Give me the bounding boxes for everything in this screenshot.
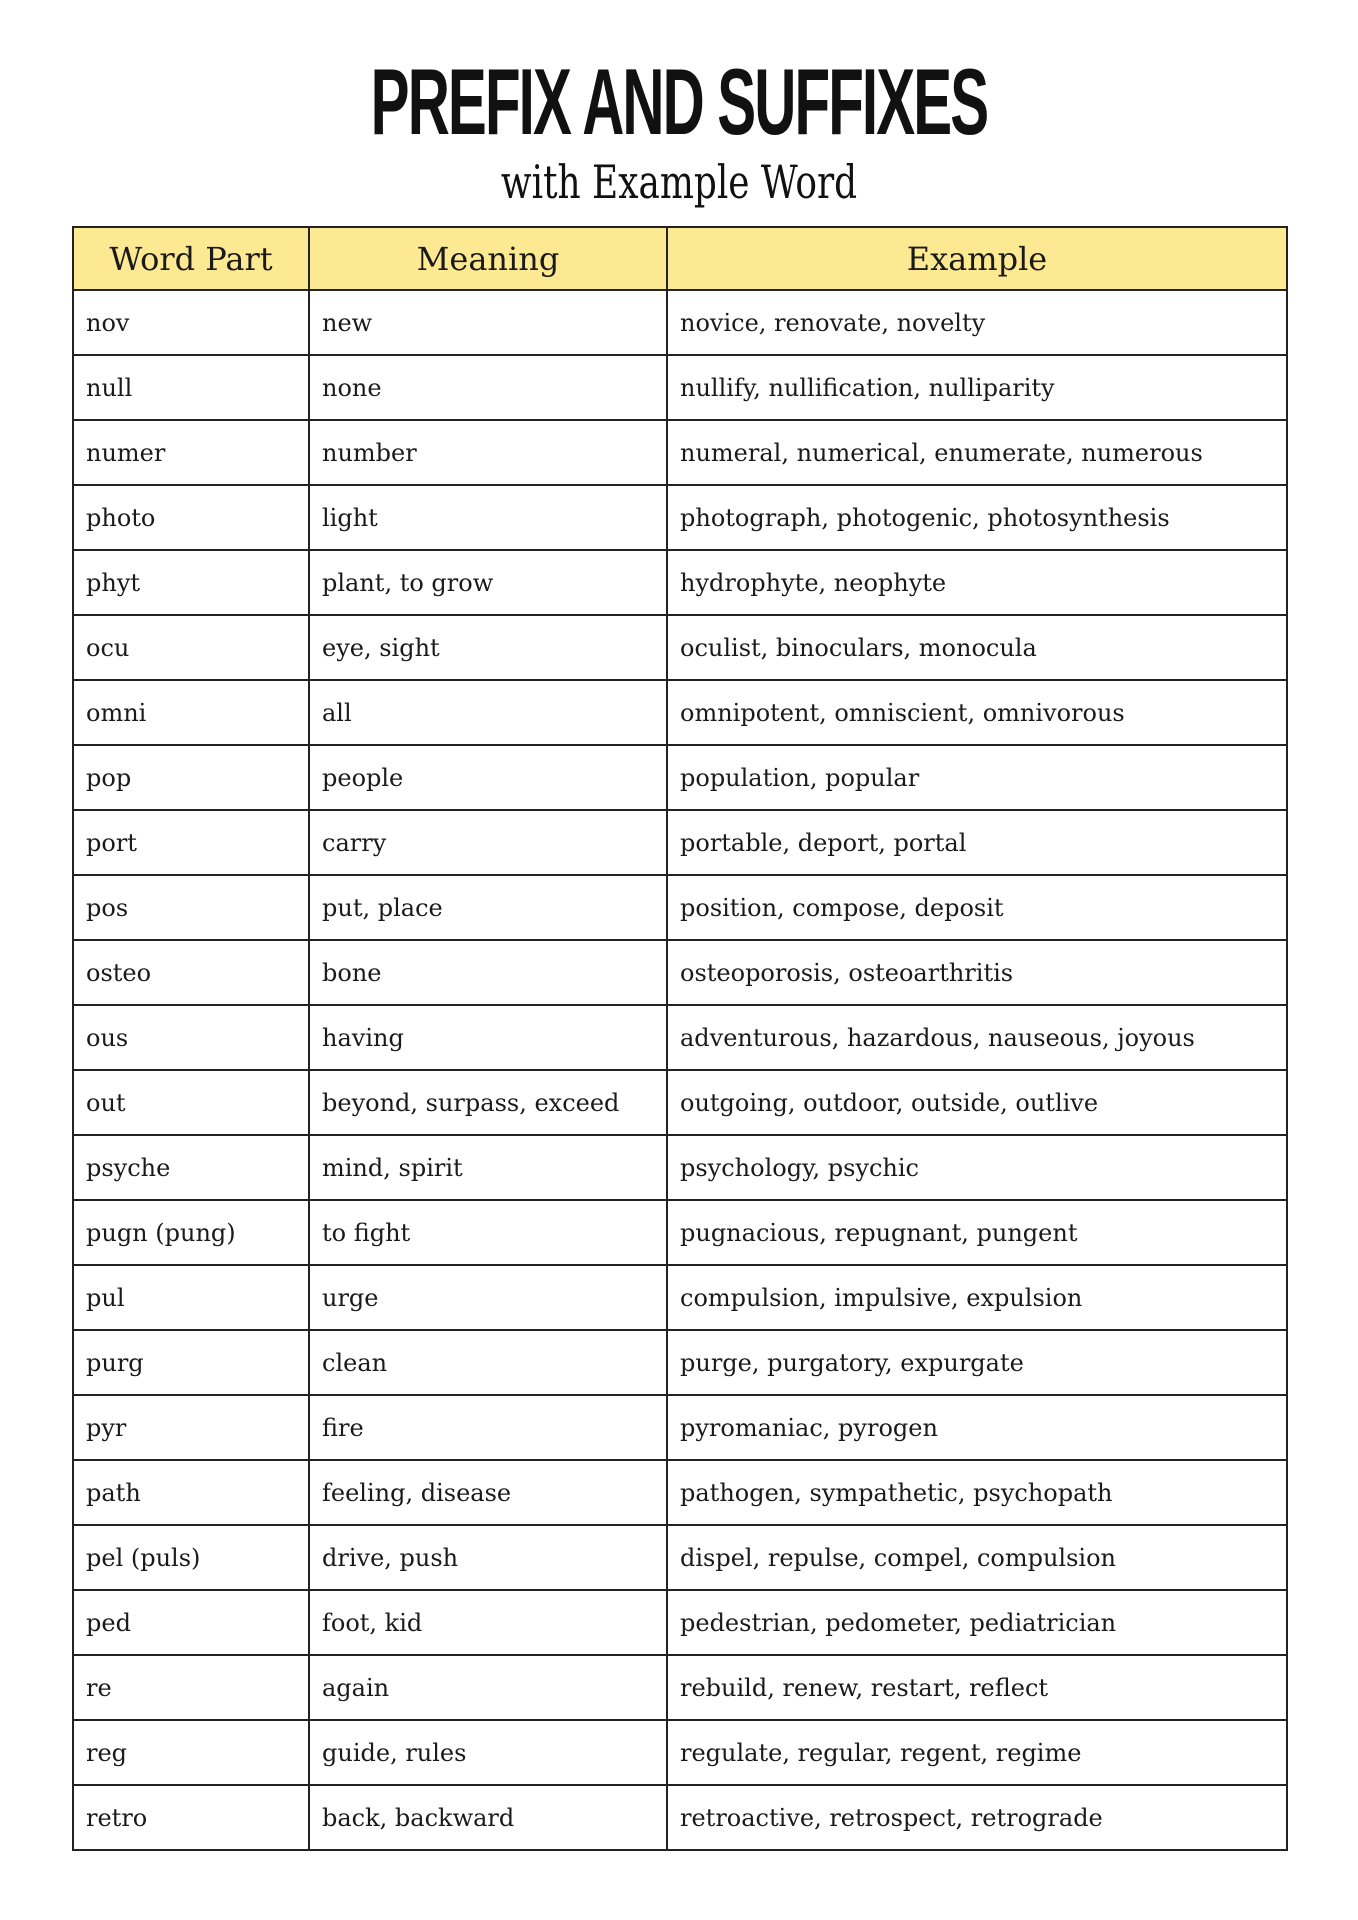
cell-example: oculist, binoculars, monocula xyxy=(667,615,1287,680)
cell-word-part: pyr xyxy=(73,1395,309,1460)
cell-example: adventurous, hazardous, nauseous, joyous xyxy=(667,1005,1287,1070)
cell-example: purge, purgatory, expurgate xyxy=(667,1330,1287,1395)
cell-word-part: pugn (pung) xyxy=(73,1200,309,1265)
table-row xyxy=(73,1070,1287,1135)
cell-word-part: retro xyxy=(73,1785,309,1850)
table-row xyxy=(73,1200,1287,1265)
table-row xyxy=(73,940,1287,1005)
cell-meaning: drive, push xyxy=(309,1525,667,1590)
page-subtitle: with Example Word xyxy=(500,155,858,209)
cell-example: compulsion, impulsive, expulsion xyxy=(667,1265,1287,1330)
cell-example: numeral, numerical, enumerate, numerous xyxy=(667,420,1287,485)
cell-example: position, compose, deposit xyxy=(667,875,1287,940)
cell-meaning: guide, rules xyxy=(309,1720,667,1785)
cell-meaning: new xyxy=(309,290,667,355)
table-row xyxy=(73,615,1287,680)
cell-word-part: ped xyxy=(73,1590,309,1655)
table-row xyxy=(73,290,1287,355)
cell-example: nullify, nullification, nulliparity xyxy=(667,355,1287,420)
cell-example: regulate, regular, regent, regime xyxy=(667,1720,1287,1785)
cell-meaning: plant, to grow xyxy=(309,550,667,615)
cell-meaning: number xyxy=(309,420,667,485)
cell-example: osteoporosis, osteoarthritis xyxy=(667,940,1287,1005)
cell-meaning: fire xyxy=(309,1395,667,1460)
cell-meaning: bone xyxy=(309,940,667,1005)
table-row xyxy=(73,1785,1287,1850)
cell-meaning: foot, kid xyxy=(309,1590,667,1655)
table-row xyxy=(73,550,1287,615)
cell-word-part: re xyxy=(73,1655,309,1720)
cell-word-part: pos xyxy=(73,875,309,940)
table-row xyxy=(73,1720,1287,1785)
column-header-meaning: Meaning xyxy=(309,227,667,290)
page-title: PREFIX AND SUFFIXES xyxy=(370,49,988,154)
table-row xyxy=(73,680,1287,745)
cell-example: portable, deport, portal xyxy=(667,810,1287,875)
cell-example: outgoing, outdoor, outside, outlive xyxy=(667,1070,1287,1135)
cell-example: omnipotent, omniscient, omnivorous xyxy=(667,680,1287,745)
cell-meaning: to fight xyxy=(309,1200,667,1265)
table-row xyxy=(73,1525,1287,1590)
cell-example: pathogen, sympathetic, psychopath xyxy=(667,1460,1287,1525)
cell-example: hydrophyte, neophyte xyxy=(667,550,1287,615)
cell-meaning: eye, sight xyxy=(309,615,667,680)
cell-example: dispel, repulse, compel, compulsion xyxy=(667,1525,1287,1590)
column-header-word-part: Word Part xyxy=(73,227,309,290)
cell-meaning: again xyxy=(309,1655,667,1720)
cell-example: retroactive, retrospect, retrograde xyxy=(667,1785,1287,1850)
cell-word-part: phyt xyxy=(73,550,309,615)
cell-meaning: people xyxy=(309,745,667,810)
table-row xyxy=(73,1265,1287,1330)
cell-meaning: mind, spirit xyxy=(309,1135,667,1200)
table-row xyxy=(73,355,1287,420)
cell-meaning: clean xyxy=(309,1330,667,1395)
cell-meaning: none xyxy=(309,355,667,420)
cell-word-part: nov xyxy=(73,290,309,355)
column-header-example: Example xyxy=(667,227,1287,290)
cell-word-part: omni xyxy=(73,680,309,745)
cell-word-part: purg xyxy=(73,1330,309,1395)
table-row xyxy=(73,1135,1287,1200)
table-body xyxy=(73,290,1287,1850)
cell-word-part: osteo xyxy=(73,940,309,1005)
cell-word-part: pul xyxy=(73,1265,309,1330)
cell-example: pedestrian, pedometer, pediatrician xyxy=(667,1590,1287,1655)
cell-meaning: carry xyxy=(309,810,667,875)
cell-meaning: beyond, surpass, exceed xyxy=(309,1070,667,1135)
table-header-row xyxy=(73,227,1287,290)
cell-meaning: back, backward xyxy=(309,1785,667,1850)
cell-example: pyromaniac, pyrogen xyxy=(667,1395,1287,1460)
cell-word-part: path xyxy=(73,1460,309,1525)
cell-example: novice, renovate, novelty xyxy=(667,290,1287,355)
cell-word-part: ocu xyxy=(73,615,309,680)
table-row xyxy=(73,485,1287,550)
word-parts-table xyxy=(72,226,1288,1851)
cell-example: rebuild, renew, restart, reflect xyxy=(667,1655,1287,1720)
cell-meaning: having xyxy=(309,1005,667,1070)
cell-word-part: port xyxy=(73,810,309,875)
cell-word-part: photo xyxy=(73,485,309,550)
cell-word-part: pel (puls) xyxy=(73,1525,309,1590)
cell-word-part: ous xyxy=(73,1005,309,1070)
cell-meaning: light xyxy=(309,485,667,550)
table-row xyxy=(73,1460,1287,1525)
cell-word-part: psyche xyxy=(73,1135,309,1200)
table-row xyxy=(73,745,1287,810)
table-row xyxy=(73,1655,1287,1720)
table-row xyxy=(73,1330,1287,1395)
table-row xyxy=(73,420,1287,485)
cell-meaning: urge xyxy=(309,1265,667,1330)
cell-word-part: numer xyxy=(73,420,309,485)
table-row xyxy=(73,810,1287,875)
cell-meaning: put, place xyxy=(309,875,667,940)
table-row xyxy=(73,1590,1287,1655)
cell-meaning: all xyxy=(309,680,667,745)
cell-word-part: out xyxy=(73,1070,309,1135)
table-row xyxy=(73,1395,1287,1460)
cell-example: population, popular xyxy=(667,745,1287,810)
table-row xyxy=(73,875,1287,940)
cell-example: psychology, psychic xyxy=(667,1135,1287,1200)
cell-example: pugnacious, repugnant, pungent xyxy=(667,1200,1287,1265)
cell-meaning: feeling, disease xyxy=(309,1460,667,1525)
cell-example: photograph, photogenic, photosynthesis xyxy=(667,485,1287,550)
cell-word-part: reg xyxy=(73,1720,309,1785)
table-row xyxy=(73,1005,1287,1070)
cell-word-part: null xyxy=(73,355,309,420)
cell-word-part: pop xyxy=(73,745,309,810)
